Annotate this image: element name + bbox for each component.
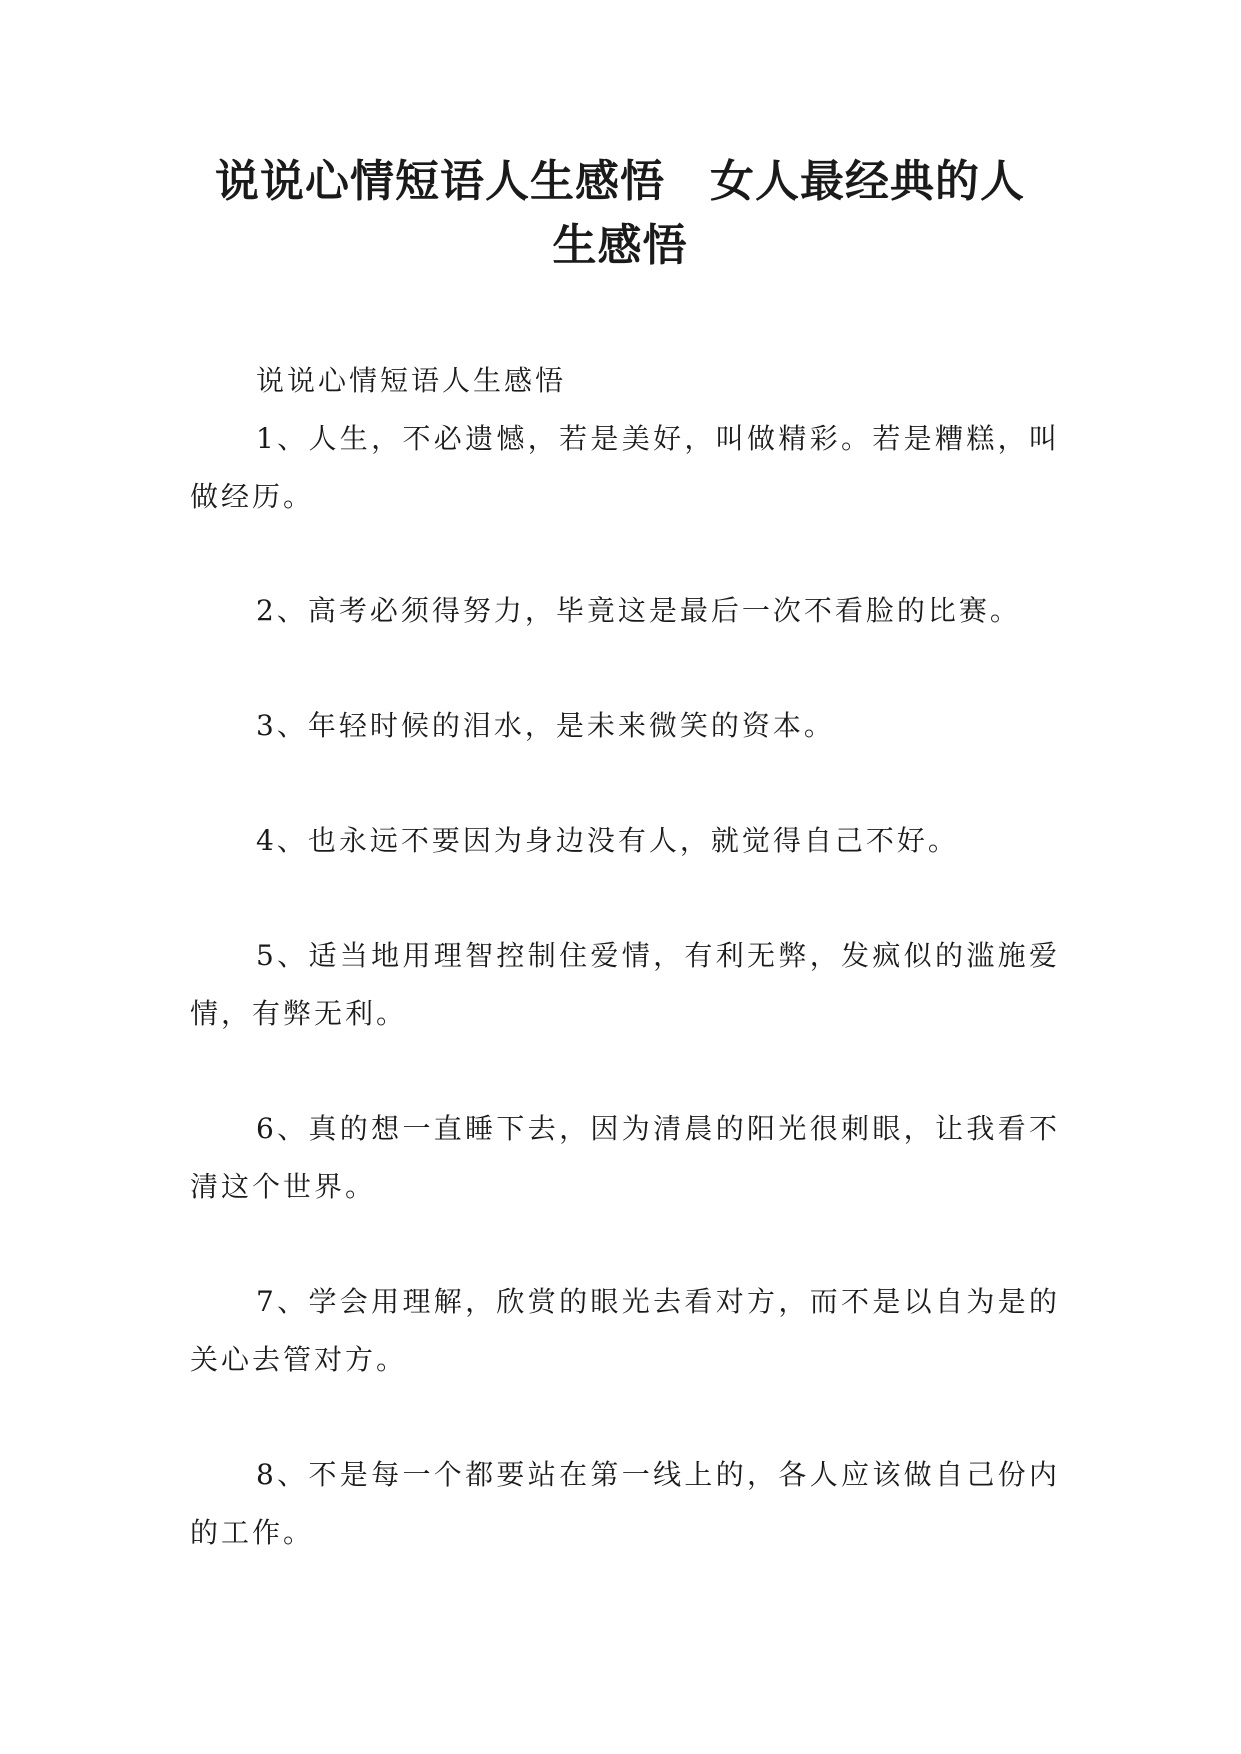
quote-item-1: 1、人生，不必遗憾，若是美好，叫做精彩。若是糟糕，叫做经历。 [190,422,1060,513]
quote-item-3: 3、年轻时候的泪水，是未来微笑的资本。 [256,709,835,742]
quote-item-2: 2、高考必须得努力，毕竟这是最后一次不看脸的比赛。 [256,594,1021,627]
quote-item-7: 7、学会用理解，欣赏的眼光去看对方，而不是以自为是的关心去管对方。 [190,1285,1060,1376]
document-title-line-2: 生感悟 [552,220,688,271]
quote-list [190,410,1060,1562]
quote-item-4: 4、也永远不要因为身边没有人，就觉得自己不好。 [256,824,959,857]
document-title-line-1: 说说心情短语人生感悟 女人最经典的人 [215,156,1025,207]
quote-item-8: 8、不是每一个都要站在第一线上的，各人应该做自己份内的工作。 [190,1458,1060,1549]
section-subheading: 说说心情短语人生感悟 [256,364,567,397]
quote-item-6: 6、真的想一直睡下去，因为清晨的阳光很刺眼，让我看不清这个世界。 [190,1112,1060,1203]
document-body [190,352,1060,1619]
quote-item-5: 5、适当地用理智控制住爱情，有利无弊，发疯似的滥施爱情，有弊无利。 [190,939,1060,1030]
document-title [180,150,1060,278]
